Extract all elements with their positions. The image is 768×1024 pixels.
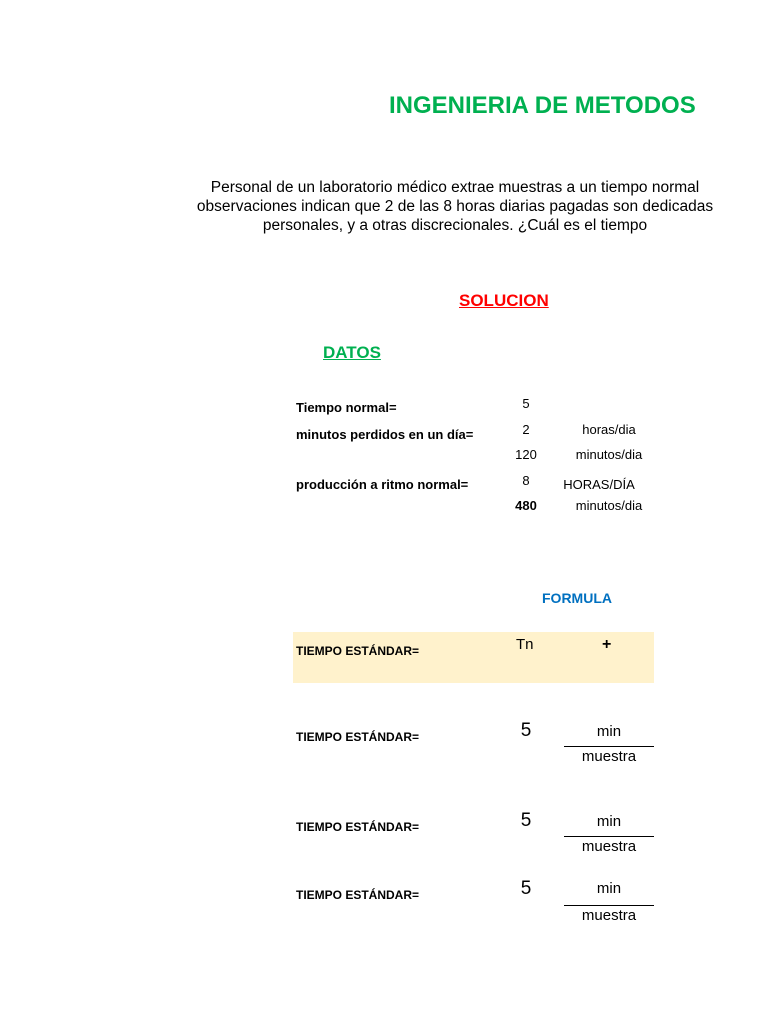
tiempo-normal-label: Tiempo normal= — [296, 400, 397, 415]
step-1-denominator: muestra — [581, 748, 637, 765]
produccion-minutes: 480 — [515, 498, 537, 513]
step-3-fraction-line — [564, 905, 654, 906]
step-3-value: 5 — [520, 878, 532, 899]
produccion-hours: 8 — [522, 473, 530, 488]
minutos-perdidos-hours: 2 — [522, 422, 530, 437]
step-2-fraction-line — [564, 836, 654, 837]
step-2-label: TIEMPO ESTÁNDAR= — [296, 820, 420, 834]
step-3-label: TIEMPO ESTÁNDAR= — [296, 888, 420, 902]
step-1-numerator: min — [596, 723, 622, 740]
step-2-value: 5 — [520, 810, 532, 831]
minutos-perdidos-hours-unit: horas/dia — [582, 422, 636, 437]
step-2-denominator: muestra — [581, 838, 637, 855]
formula-heading: FORMULA — [542, 590, 612, 606]
step-2-numerator: min — [596, 813, 622, 830]
step-1-fraction-line — [564, 746, 654, 747]
step-1-value: 5 — [520, 720, 532, 741]
datos-heading: DATOS — [323, 343, 381, 362]
tiempo-normal-value: 5 — [522, 396, 530, 411]
problem-statement — [155, 178, 755, 235]
step-3-denominator: muestra — [581, 907, 637, 924]
step-1-label: TIEMPO ESTÁNDAR= — [296, 730, 420, 744]
step-3-numerator: min — [596, 880, 622, 897]
formula-tn: Tn — [516, 636, 534, 653]
formula-plus: + — [602, 636, 612, 653]
minutos-perdidos-minutes: 120 — [515, 447, 537, 462]
produccion-minutes-unit: minutos/dia — [575, 498, 643, 513]
problem-line-3: personales, y a otras discrecionales. ¿Cuál es el tiempo — [262, 217, 648, 234]
problem-line-2: observaciones indican que 2 de las 8 horas diarias pagadas son dedicadas — [196, 198, 714, 215]
solucion-heading: SOLUCION — [459, 291, 549, 310]
produccion-label: producción a ritmo normal= — [296, 477, 469, 492]
minutos-perdidos-label: minutos perdidos en un día= — [296, 427, 474, 442]
page-title: INGENIERIA DE METODOS — [389, 92, 696, 119]
problem-line-1: Personal de un laboratorio médico extrae muestras a un tiempo normal — [210, 179, 700, 196]
produccion-hours-unit: HORAS/DÍA — [563, 477, 635, 492]
formula-label: TIEMPO ESTÁNDAR= — [296, 644, 420, 658]
minutos-perdidos-minutes-unit: minutos/dia — [575, 447, 643, 462]
